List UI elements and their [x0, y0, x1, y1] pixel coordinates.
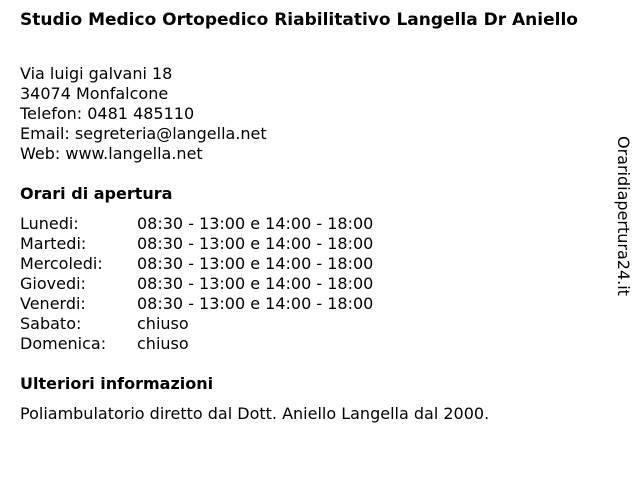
- day-label: Giovedi:: [20, 274, 86, 293]
- day-hours: 08:30 - 13:00 e 14:00 - 18:00: [137, 274, 374, 293]
- day-label: Mercoledi:: [20, 254, 103, 273]
- day-label: Venerdi:: [20, 294, 86, 313]
- address-street: Via luigi galvani 18: [20, 64, 173, 83]
- contact-block: [20, 64, 267, 164]
- day-hours: 08:30 - 13:00 e 14:00 - 18:00: [137, 294, 374, 313]
- email-link[interactable]: segreteria@langella.net: [74, 124, 267, 143]
- phone-label: Telefon:: [20, 104, 83, 123]
- day-label: Lunedi:: [20, 214, 79, 233]
- web-line: [20, 144, 267, 164]
- email-label: Email:: [20, 124, 70, 143]
- day-hours: chiuso: [137, 314, 189, 333]
- phone-number[interactable]: 0481 485110: [87, 104, 195, 123]
- email-line: [20, 124, 267, 144]
- day-label: Domenica:: [20, 334, 107, 353]
- web-label: Web:: [20, 144, 61, 163]
- phone-line: [20, 104, 267, 124]
- day-label: Martedi:: [20, 234, 87, 253]
- address-city: 34074 Monfalcone: [20, 84, 169, 103]
- day-hours: 08:30 - 13:00 e 14:00 - 18:00: [137, 254, 374, 273]
- watermark-text: Oraridiapertura24.it: [614, 136, 633, 296]
- day-hours: 08:30 - 13:00 e 14:00 - 18:00: [137, 234, 374, 253]
- web-link[interactable]: www.langella.net: [65, 144, 203, 163]
- day-label: Sabato:: [20, 314, 82, 333]
- day-hours: chiuso: [137, 334, 189, 353]
- watermark: [612, 136, 634, 336]
- business-name: Studio Medico Ortopedico Riabilitativo Langella Dr Aniello: [20, 10, 578, 30]
- day-hours: 08:30 - 13:00 e 14:00 - 18:00: [137, 214, 374, 233]
- opening-hours-heading: Orari di apertura: [20, 184, 173, 203]
- additional-info-heading: Ulteriori informazioni: [20, 374, 214, 393]
- additional-info-text: Poliambulatorio diretto dal Dott. Aniello Langella dal 2000.: [20, 404, 490, 423]
